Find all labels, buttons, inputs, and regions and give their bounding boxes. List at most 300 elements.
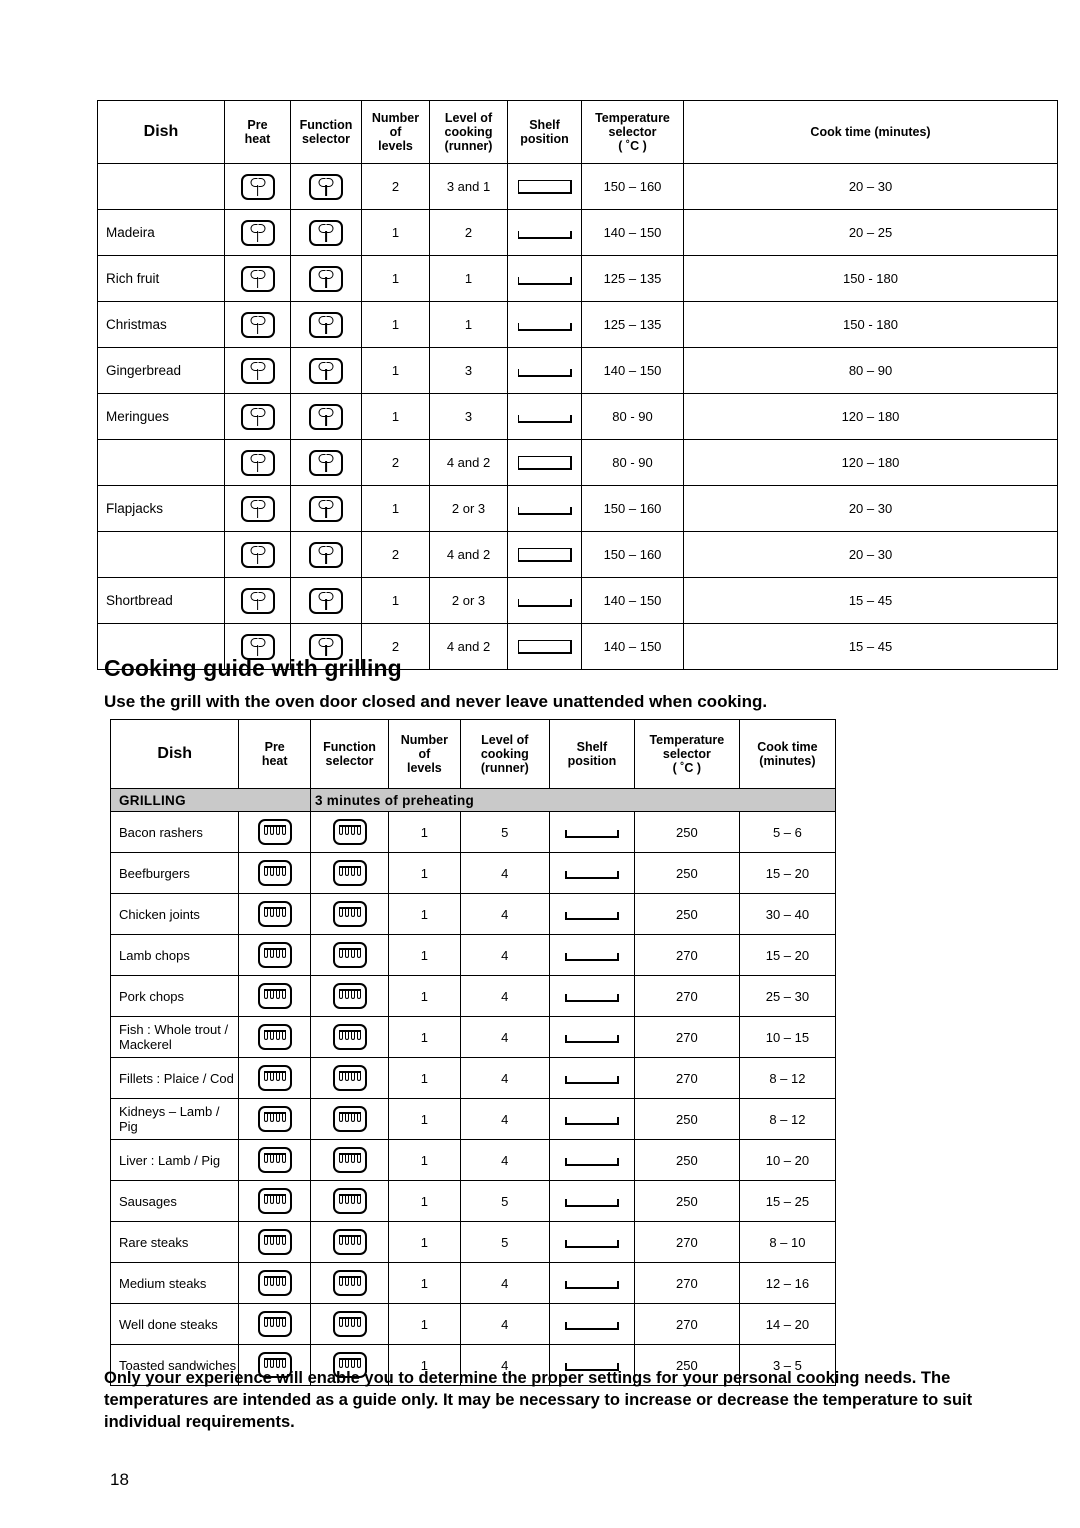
col-dish: Dish xyxy=(98,101,225,164)
grill-function-icon xyxy=(258,819,292,845)
shelf-position-single-level-icon xyxy=(563,985,621,1007)
cell-level-of-cooking: 4 and 2 xyxy=(430,532,508,578)
cell-temperature-selector: 80 - 90 xyxy=(582,394,684,440)
col-cooking-line2: cooking xyxy=(444,125,493,139)
cell-level-of-cooking: 4 xyxy=(460,976,549,1017)
cell-dish: Lamb chops xyxy=(111,935,239,976)
col-levels-line1: Number xyxy=(371,111,420,125)
cell-preheat xyxy=(239,1058,310,1099)
grill-function-icon xyxy=(258,983,292,1009)
cell-shelf-position xyxy=(508,302,582,348)
shelf-position-single-level-icon xyxy=(563,944,621,966)
fan-oven-function-icon xyxy=(309,312,343,338)
cell-preheat xyxy=(225,164,291,210)
cell-preheat xyxy=(239,894,310,935)
grill-function-icon xyxy=(333,901,367,927)
table-row xyxy=(111,1099,836,1140)
cell-level-of-cooking: 4 xyxy=(460,1263,549,1304)
table-row xyxy=(111,935,836,976)
col-levels-line2: of xyxy=(418,747,431,761)
col-levels-line3: levels xyxy=(406,761,442,775)
col-function-line1: Function xyxy=(323,740,376,754)
fan-oven-function-icon xyxy=(241,496,275,522)
col-number-of-levels xyxy=(389,720,460,789)
cell-number-of-levels: 1 xyxy=(362,394,430,440)
cell-number-of-levels: 2 xyxy=(362,440,430,486)
cell-shelf-position xyxy=(549,1222,634,1263)
table-row xyxy=(111,976,836,1017)
shelf-position-single-level-icon xyxy=(563,821,621,843)
shelf-position-single-level-icon xyxy=(563,1231,621,1253)
cell-shelf-position xyxy=(508,210,582,256)
table-row xyxy=(98,348,1058,394)
table-row xyxy=(111,1263,836,1304)
grilling-cooking-guide-table xyxy=(110,719,836,1386)
shelf-position-single-level-icon xyxy=(516,360,574,382)
cell-level-of-cooking: 4 xyxy=(460,1099,549,1140)
cell-function-selector xyxy=(310,1222,388,1263)
cell-cook-time: 8 – 12 xyxy=(739,1099,835,1140)
col-levels-line2: of xyxy=(389,125,402,139)
table-row xyxy=(111,1017,836,1058)
grill-function-icon xyxy=(333,1024,367,1050)
shelf-position-two-levels-icon xyxy=(516,452,574,474)
grill-function-icon xyxy=(258,860,292,886)
cell-number-of-levels: 1 xyxy=(389,976,460,1017)
cell-dish: Christmas xyxy=(98,302,225,348)
col-temp-line2: selector xyxy=(662,747,711,761)
col-cook-time: Cook time (minutes) xyxy=(684,101,1058,164)
cell-dish: Fish : Whole trout / Mackerel xyxy=(111,1017,239,1058)
cell-preheat xyxy=(239,812,310,853)
table-row xyxy=(111,1140,836,1181)
cell-function-selector xyxy=(310,1140,388,1181)
cell-temperature-selector: 270 xyxy=(634,1222,739,1263)
fan-oven-function-icon xyxy=(309,220,343,246)
cell-preheat xyxy=(225,348,291,394)
fan-oven-function-icon xyxy=(309,358,343,384)
fan-oven-function-icon xyxy=(309,496,343,522)
cell-function-selector xyxy=(291,348,362,394)
cell-cook-time: 80 – 90 xyxy=(684,348,1058,394)
col-function-line2: selector xyxy=(325,754,374,768)
table-row xyxy=(98,440,1058,486)
table-row xyxy=(98,578,1058,624)
cell-shelf-position xyxy=(508,578,582,624)
table-row xyxy=(111,894,836,935)
cell-dish: Chicken joints xyxy=(111,894,239,935)
cell-dish: Well done steaks xyxy=(111,1304,239,1345)
cell-cook-time: 25 – 30 xyxy=(739,976,835,1017)
col-temp-line3: ( ˚C ) xyxy=(618,139,647,153)
fan-oven-function-icon xyxy=(241,312,275,338)
table-row xyxy=(98,486,1058,532)
cell-preheat xyxy=(225,578,291,624)
cell-function-selector xyxy=(310,1304,388,1345)
cell-function-selector xyxy=(310,1263,388,1304)
table-row xyxy=(98,164,1058,210)
cell-function-selector xyxy=(291,164,362,210)
cell-number-of-levels: 1 xyxy=(389,812,460,853)
cell-number-of-levels: 1 xyxy=(362,256,430,302)
shelf-position-single-level-icon xyxy=(563,1313,621,1335)
cell-level-of-cooking: 2 or 3 xyxy=(430,486,508,532)
fan-oven-function-icon xyxy=(309,450,343,476)
col-level-of-cooking xyxy=(430,101,508,164)
cell-temperature-selector: 140 – 150 xyxy=(582,210,684,256)
cell-level-of-cooking: 4 xyxy=(460,1140,549,1181)
grilling-band-row xyxy=(111,789,836,812)
fan-oven-function-icon xyxy=(241,450,275,476)
cell-temperature-selector: 270 xyxy=(634,1017,739,1058)
footnote-text: Only your experience will enable you to determine the proper settings for your personal cooking needs. The temperatures are intended as a guide only. It may be necessary to increase or decrease the temperature to suit individual requirements. xyxy=(104,1369,973,1431)
cell-cook-time: 20 – 30 xyxy=(684,486,1058,532)
shelf-position-two-levels-icon xyxy=(516,176,574,198)
cell-dish: Shortbread xyxy=(98,578,225,624)
table-row xyxy=(111,853,836,894)
cell-number-of-levels: 2 xyxy=(362,532,430,578)
cell-number-of-levels: 1 xyxy=(362,302,430,348)
cell-number-of-levels: 1 xyxy=(389,1345,460,1386)
cell-shelf-position xyxy=(508,440,582,486)
fan-oven-function-icon xyxy=(241,266,275,292)
cell-shelf-position xyxy=(549,1181,634,1222)
cell-preheat xyxy=(239,1222,310,1263)
shelf-position-two-levels-icon xyxy=(516,636,574,658)
cell-temperature-selector: 140 – 150 xyxy=(582,624,684,670)
shelf-position-single-level-icon xyxy=(516,222,574,244)
col-number-of-levels xyxy=(362,101,430,164)
cell-number-of-levels: 1 xyxy=(389,1017,460,1058)
cell-number-of-levels: 1 xyxy=(362,210,430,256)
cell-cook-time: 15 – 20 xyxy=(739,935,835,976)
cell-number-of-levels: 1 xyxy=(389,853,460,894)
fan-oven-function-icon xyxy=(309,174,343,200)
cell-function-selector xyxy=(310,976,388,1017)
cell-cook-time: 10 – 15 xyxy=(739,1017,835,1058)
table-row xyxy=(98,210,1058,256)
cell-shelf-position xyxy=(508,348,582,394)
table-row xyxy=(111,1058,836,1099)
cell-preheat xyxy=(239,935,310,976)
cell-shelf-position xyxy=(508,256,582,302)
cell-shelf-position xyxy=(549,853,634,894)
shelf-position-single-level-icon xyxy=(516,268,574,290)
col-temp-line2: selector xyxy=(608,125,657,139)
cell-dish: Liver : Lamb / Pig xyxy=(111,1140,239,1181)
cell-temperature-selector: 250 xyxy=(634,894,739,935)
cell-shelf-position xyxy=(508,532,582,578)
cell-shelf-position xyxy=(508,394,582,440)
cell-function-selector xyxy=(291,578,362,624)
grill-function-icon xyxy=(258,901,292,927)
shelf-position-two-levels-icon xyxy=(516,544,574,566)
cell-dish: Fillets : Plaice / Cod xyxy=(111,1058,239,1099)
table-row xyxy=(98,532,1058,578)
table-row xyxy=(111,1181,836,1222)
cell-number-of-levels: 1 xyxy=(389,1181,460,1222)
cell-number-of-levels: 1 xyxy=(389,1140,460,1181)
grill-function-icon xyxy=(258,1229,292,1255)
cell-cook-time: 8 – 12 xyxy=(739,1058,835,1099)
cell-shelf-position xyxy=(508,164,582,210)
fan-oven-function-icon xyxy=(241,358,275,384)
cell-level-of-cooking: 5 xyxy=(460,1222,549,1263)
cell-number-of-levels: 1 xyxy=(362,578,430,624)
cell-level-of-cooking: 4 and 2 xyxy=(430,624,508,670)
cell-level-of-cooking: 4 xyxy=(460,1304,549,1345)
cell-temperature-selector: 270 xyxy=(634,935,739,976)
cell-level-of-cooking: 4 xyxy=(460,894,549,935)
col-cooking-line2: cooking xyxy=(480,747,529,761)
cell-cook-time: 20 – 25 xyxy=(684,210,1058,256)
fan-oven-function-icon xyxy=(241,174,275,200)
table-row xyxy=(111,812,836,853)
col-preheat-line2: heat xyxy=(244,132,271,146)
cell-temperature-selector: 140 – 150 xyxy=(582,578,684,624)
col-cooking-line1: Level of xyxy=(444,111,493,125)
fan-oven-function-icon xyxy=(241,588,275,614)
cell-preheat xyxy=(239,1181,310,1222)
cell-function-selector xyxy=(310,1017,388,1058)
cell-function-selector xyxy=(291,256,362,302)
cell-dish: Meringues xyxy=(98,394,225,440)
cell-level-of-cooking: 3 xyxy=(430,394,508,440)
table-header-row xyxy=(98,101,1058,164)
shelf-position-single-level-icon xyxy=(563,862,621,884)
col-cooking-line3: (runner) xyxy=(444,139,493,153)
grill-function-icon xyxy=(258,1024,292,1050)
cell-dish: Madeira xyxy=(98,210,225,256)
shelf-position-single-level-icon xyxy=(516,406,574,428)
cell-level-of-cooking: 4 xyxy=(460,935,549,976)
cell-level-of-cooking: 4 xyxy=(460,1058,549,1099)
cell-function-selector xyxy=(291,302,362,348)
col-shelf-position xyxy=(549,720,634,789)
cell-temperature-selector: 140 – 150 xyxy=(582,348,684,394)
cell-temperature-selector: 150 – 160 xyxy=(582,486,684,532)
col-cooking-line1: Level of xyxy=(481,733,529,747)
cell-dish: Medium steaks xyxy=(111,1263,239,1304)
cell-function-selector xyxy=(310,1099,388,1140)
grilling-band-note: 3 minutes of preheating xyxy=(310,789,835,812)
cell-temperature-selector: 270 xyxy=(634,1263,739,1304)
col-temperature-selector xyxy=(634,720,739,789)
cell-level-of-cooking: 2 xyxy=(430,210,508,256)
cell-preheat xyxy=(225,256,291,302)
col-shelf-line1: Shelf xyxy=(576,740,608,754)
cell-temperature-selector: 250 xyxy=(634,1140,739,1181)
cell-cook-time: 150 - 180 xyxy=(684,302,1058,348)
col-levels-line1: Number xyxy=(400,733,448,747)
cell-cook-time: 10 – 20 xyxy=(739,1140,835,1181)
col-preheat-line1: Pre xyxy=(247,118,268,132)
col-shelf-line2: position xyxy=(520,132,569,146)
grill-function-icon xyxy=(258,1188,292,1214)
cell-dish: Toasted sandwiches xyxy=(111,1345,239,1386)
cell-cook-time: 20 – 30 xyxy=(684,532,1058,578)
cell-cook-time: 15 – 45 xyxy=(684,624,1058,670)
cell-preheat xyxy=(239,853,310,894)
cell-temperature-selector: 250 xyxy=(634,1099,739,1140)
cell-dish xyxy=(98,440,225,486)
cell-temperature-selector: 125 – 135 xyxy=(582,302,684,348)
cell-level-of-cooking: 2 or 3 xyxy=(430,578,508,624)
cell-preheat xyxy=(239,1263,310,1304)
cell-level-of-cooking: 1 xyxy=(430,302,508,348)
cell-function-selector xyxy=(291,210,362,256)
grill-function-icon xyxy=(333,1311,367,1337)
col-temp-line1: Temperature xyxy=(649,733,725,747)
cell-dish: Sausages xyxy=(111,1181,239,1222)
cell-preheat xyxy=(225,394,291,440)
col-time-line2: (minutes) xyxy=(759,754,816,768)
cell-cook-time: 12 – 16 xyxy=(739,1263,835,1304)
shelf-position-single-level-icon xyxy=(516,590,574,612)
section-heading: Cooking guide with grilling xyxy=(104,655,402,681)
cell-cook-time: 150 - 180 xyxy=(684,256,1058,302)
cell-cook-time: 3 – 5 xyxy=(739,1345,835,1386)
cell-dish: Gingerbread xyxy=(98,348,225,394)
col-function-selector xyxy=(310,720,388,789)
cell-dish: Flapjacks xyxy=(98,486,225,532)
grill-function-icon xyxy=(258,1106,292,1132)
cell-function-selector xyxy=(291,532,362,578)
col-levels-line3: levels xyxy=(378,139,413,153)
cell-shelf-position xyxy=(549,894,634,935)
cell-preheat xyxy=(239,976,310,1017)
cell-temperature-selector: 250 xyxy=(634,1181,739,1222)
cell-cook-time: 120 – 180 xyxy=(684,440,1058,486)
cell-temperature-selector: 270 xyxy=(634,1058,739,1099)
grill-function-icon xyxy=(333,819,367,845)
col-temp-line1: Temperature xyxy=(595,111,670,125)
cell-cook-time: 15 – 25 xyxy=(739,1181,835,1222)
cell-number-of-levels: 1 xyxy=(389,935,460,976)
cell-cook-time: 20 – 30 xyxy=(684,164,1058,210)
cell-number-of-levels: 1 xyxy=(389,1058,460,1099)
table-row xyxy=(111,1222,836,1263)
cell-cook-time: 120 – 180 xyxy=(684,394,1058,440)
shelf-position-single-level-icon xyxy=(516,498,574,520)
fan-oven-function-icon xyxy=(309,542,343,568)
grill-function-icon xyxy=(333,1147,367,1173)
col-function-line2: selector xyxy=(302,132,350,146)
cell-preheat xyxy=(239,1304,310,1345)
section-lead-text: Use the grill with the oven door closed and never leave unattended when cooking. xyxy=(104,692,768,711)
grill-function-icon xyxy=(258,1147,292,1173)
table-row xyxy=(98,394,1058,440)
col-shelf-line1: Shelf xyxy=(529,118,560,132)
shelf-position-single-level-icon xyxy=(563,1272,621,1294)
cell-function-selector xyxy=(310,812,388,853)
cell-dish: Kidneys – Lamb / Pig xyxy=(111,1099,239,1140)
col-preheat-line2: heat xyxy=(261,754,288,768)
grill-function-icon xyxy=(258,942,292,968)
col-function-line1: Function xyxy=(299,118,353,132)
table-row xyxy=(98,256,1058,302)
cell-cook-time: 15 – 45 xyxy=(684,578,1058,624)
cell-preheat xyxy=(239,1099,310,1140)
cell-number-of-levels: 2 xyxy=(362,164,430,210)
cell-preheat xyxy=(239,1017,310,1058)
cell-dish: Rich fruit xyxy=(98,256,225,302)
grill-function-icon xyxy=(333,1065,367,1091)
cell-shelf-position xyxy=(549,1058,634,1099)
col-preheat-line1: Pre xyxy=(264,740,285,754)
cell-shelf-position xyxy=(549,1304,634,1345)
cell-shelf-position xyxy=(508,486,582,532)
shelf-position-single-level-icon xyxy=(563,1190,621,1212)
cell-number-of-levels: 1 xyxy=(389,1222,460,1263)
page-number: 18 xyxy=(110,1470,129,1489)
table-row xyxy=(111,1304,836,1345)
col-shelf-line2: position xyxy=(567,754,617,768)
fan-oven-function-icon xyxy=(309,404,343,430)
cell-shelf-position xyxy=(549,1099,634,1140)
col-temperature-selector xyxy=(582,101,684,164)
shelf-position-single-level-icon xyxy=(563,903,621,925)
fan-oven-function-icon xyxy=(241,404,275,430)
cell-preheat xyxy=(239,1140,310,1181)
table-header-row xyxy=(111,720,836,789)
grill-function-icon xyxy=(333,860,367,886)
cell-dish: Beefburgers xyxy=(111,853,239,894)
grill-function-icon xyxy=(258,1270,292,1296)
cell-cook-time: 30 – 40 xyxy=(739,894,835,935)
cell-preheat xyxy=(225,532,291,578)
cell-level-of-cooking: 4 xyxy=(460,1017,549,1058)
grill-function-icon xyxy=(333,942,367,968)
cell-function-selector xyxy=(291,394,362,440)
cell-temperature-selector: 250 xyxy=(634,1345,739,1386)
col-shelf-position xyxy=(508,101,582,164)
cell-dish: Pork chops xyxy=(111,976,239,1017)
cell-level-of-cooking: 3 and 1 xyxy=(430,164,508,210)
grilling-band-label: GRILLING xyxy=(111,789,311,812)
cell-shelf-position xyxy=(549,1017,634,1058)
cell-dish xyxy=(98,164,225,210)
cell-temperature-selector: 125 – 135 xyxy=(582,256,684,302)
col-time-line1: Cook time xyxy=(757,740,818,754)
cell-preheat xyxy=(225,486,291,532)
cell-shelf-position xyxy=(549,976,634,1017)
cell-shelf-position xyxy=(508,624,582,670)
cell-dish xyxy=(98,532,225,578)
grill-function-icon xyxy=(333,1188,367,1214)
shelf-position-single-level-icon xyxy=(516,314,574,336)
col-preheat xyxy=(239,720,310,789)
grill-function-icon xyxy=(258,1065,292,1091)
shelf-position-single-level-icon xyxy=(563,1067,621,1089)
cell-dish: Rare steaks xyxy=(111,1222,239,1263)
cell-shelf-position xyxy=(549,1140,634,1181)
cell-shelf-position xyxy=(549,935,634,976)
fan-oven-function-icon xyxy=(309,266,343,292)
baking-cooking-guide-table xyxy=(97,100,1058,670)
cell-number-of-levels: 1 xyxy=(389,1099,460,1140)
cell-level-of-cooking: 3 xyxy=(430,348,508,394)
col-dish: Dish xyxy=(111,720,239,789)
cell-function-selector xyxy=(310,853,388,894)
cell-temperature-selector: 250 xyxy=(634,853,739,894)
cell-temperature-selector: 80 - 90 xyxy=(582,440,684,486)
cell-number-of-levels: 1 xyxy=(389,1304,460,1345)
col-preheat xyxy=(225,101,291,164)
cell-level-of-cooking: 1 xyxy=(430,256,508,302)
cell-cook-time: 5 – 6 xyxy=(739,812,835,853)
fan-oven-function-icon xyxy=(241,220,275,246)
